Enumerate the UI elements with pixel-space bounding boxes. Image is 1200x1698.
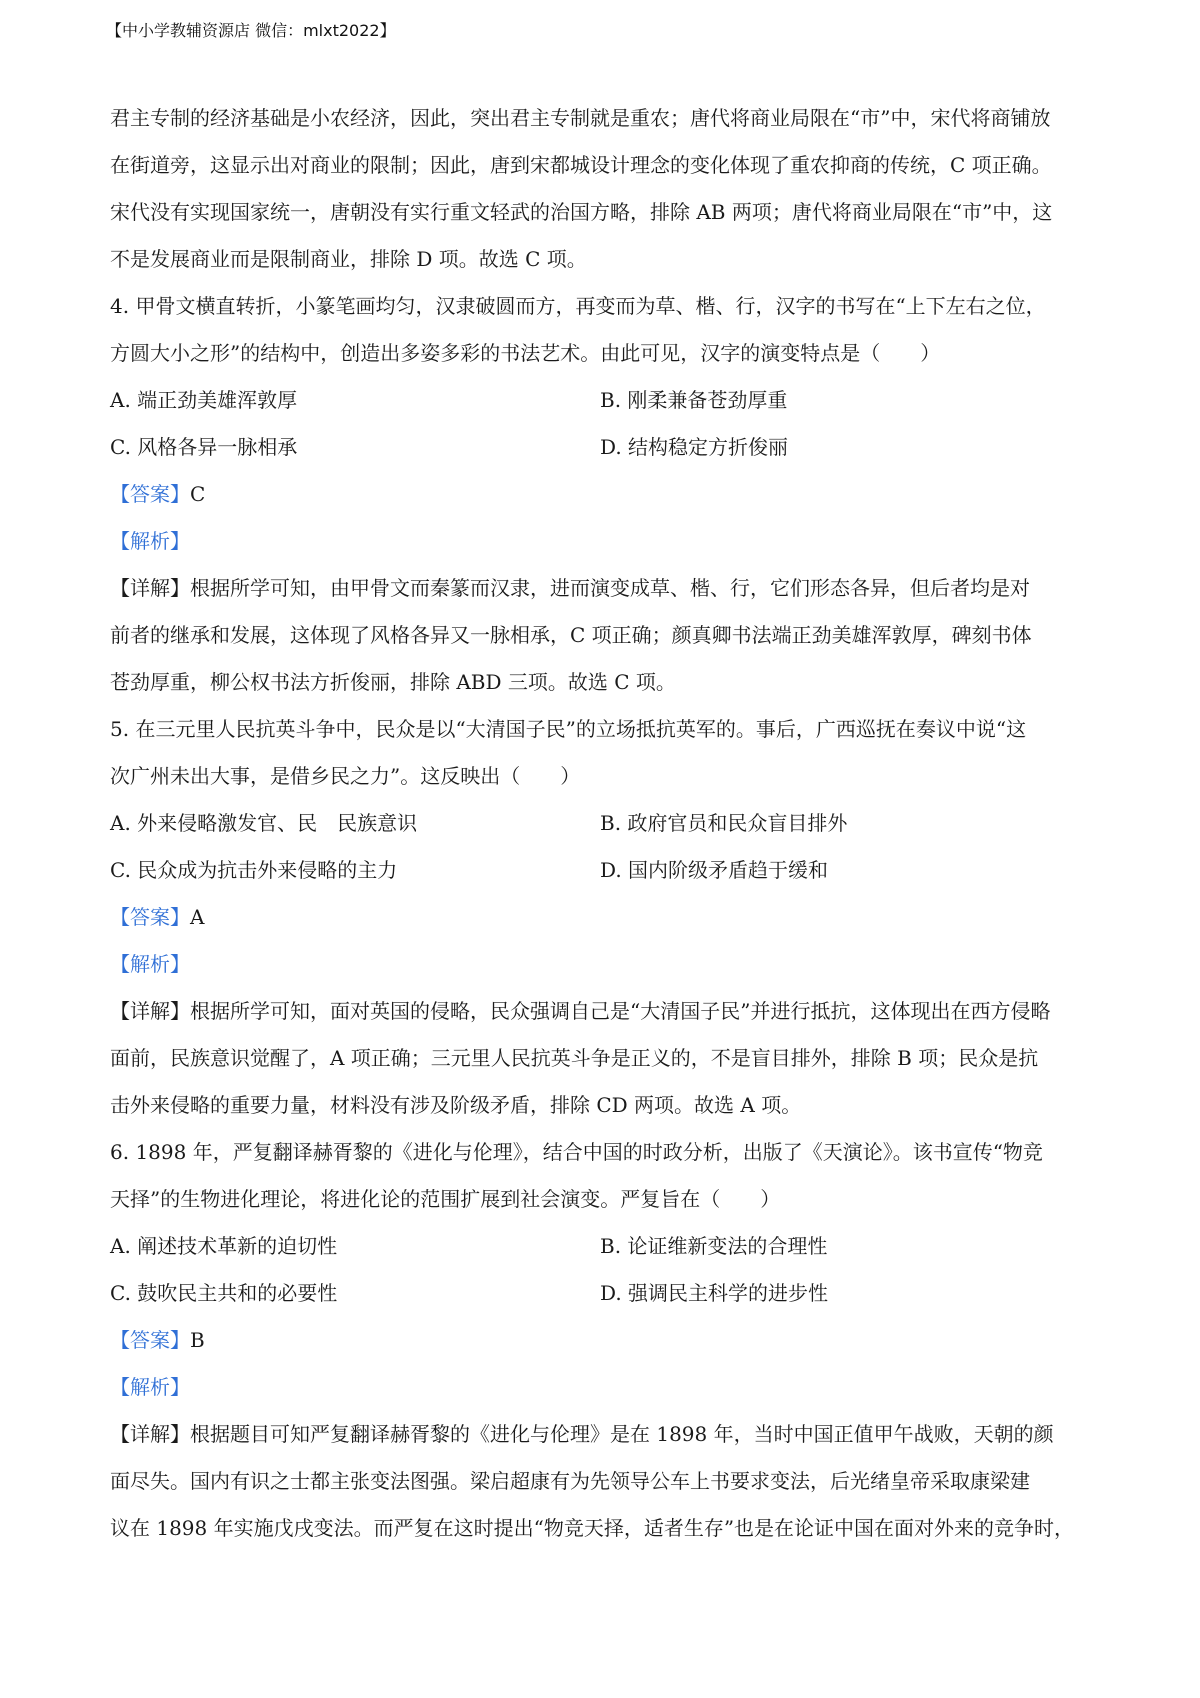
option-d: D. 结构稳定方折俊丽 (600, 435, 789, 459)
options-row (110, 1223, 1100, 1270)
option-d: D. 强调民主科学的进步性 (600, 1281, 829, 1305)
options-row (110, 800, 1100, 847)
option-d: D. 国内阶级矛盾趋于缓和 (600, 858, 829, 882)
detail-text: 根据题目可知严复翻译赫胥黎的《进化与伦理》是在 1898 年，当时中国正值甲午战败，天朝的颜 (190, 1422, 1054, 1446)
answer-line (110, 894, 1100, 941)
answer-label: 【答案】 (110, 905, 190, 929)
question-stem-line: 4. 甲骨文横直转折，小篆笔画均匀，汉隶破圆而方，再变而为草、楷、行，汉字的书写在“上下左右之位， (110, 294, 1046, 318)
question-stem-line: 方圆大小之形”的结构中，创造出多姿多彩的书法艺术。由此可见，汉字的演变特点是（ ） (110, 341, 941, 365)
detail-line (110, 1411, 1100, 1458)
option-b: B. 刚柔兼备苍劲厚重 (600, 388, 788, 412)
question-6 (110, 1129, 1100, 1552)
option-c: C. 风格各异一脉相承 (110, 435, 298, 459)
detail-line: 苍劲厚重，柳公权书法方折俊丽，排除 ABD 三项。故选 C 项。 (110, 670, 676, 694)
analysis-label: 【解析】 (110, 952, 190, 976)
option-a: A. 阐述技术革新的迫切性 (110, 1234, 338, 1258)
question-5 (110, 706, 1100, 1129)
analysis-line (110, 518, 1100, 565)
options-row (110, 1270, 1100, 1317)
detail-line: 前者的继承和发展，这体现了风格各异又一脉相承，C 项正确；颜真卿书法端正劲美雄浑敦厚，碑刻书体 (110, 623, 1032, 647)
option-b: B. 政府官员和民众盲目排外 (600, 811, 848, 835)
question-stem-line: 次广州未出大事，是借乡民之力”。这反映出（ ） (110, 764, 581, 788)
detail-line: 击外来侵略的重要力量，材料没有涉及阶级矛盾，排除 CD 两项。故选 A 项。 (110, 1093, 802, 1117)
answer-line (110, 471, 1100, 518)
option-c: C. 鼓吹民主共和的必要性 (110, 1281, 338, 1305)
detail-line (110, 565, 1100, 612)
answer-label: 【答案】 (110, 482, 190, 506)
option-a: A. 外来侵略激发官、民 民族意识 (110, 811, 418, 835)
analysis-label: 【解析】 (110, 1375, 190, 1399)
option-c: C. 民众成为抗击外来侵略的主力 (110, 858, 398, 882)
detail-text: 根据所学可知，由甲骨文而秦篆而汉隶，进而演变成草、楷、行，它们形态各异，但后者均是对 (190, 576, 1030, 600)
detail-text: 根据所学可知，面对英国的侵略，民众强调自己是“大清国子民”并进行抵抗，这体现出在西方侵略 (190, 999, 1051, 1023)
detail-line: 议在 1898 年实施戊戌变法。而严复在这时提出“物竞天择，适者生存”也是在论证中国在面对外来的竞争时， (110, 1516, 1075, 1540)
options-row (110, 847, 1100, 894)
option-a: A. 端正劲美雄浑敦厚 (110, 388, 298, 412)
options-row (110, 377, 1100, 424)
answer-label: 【答案】 (110, 1328, 190, 1352)
analysis-line (110, 1364, 1100, 1411)
option-b: B. 论证维新变法的合理性 (600, 1234, 828, 1258)
question-stem-line: 5. 在三元里人民抗英斗争中，民众是以“大清国子民”的立场抵抗英军的。事后，广西巡抚在奏议中说“这 (110, 717, 1027, 741)
detail-line: 面尽失。国内有识之士都主张变法图强。梁启超康有为先领导公车上书要求变法，后光绪皇帝采取康梁建 (110, 1469, 1030, 1493)
answer-value: B (190, 1328, 205, 1352)
analysis-line (110, 941, 1100, 988)
question-4 (110, 283, 1100, 706)
page-header: 【中小学教辅资源店 微信：mlxt2022】 (106, 21, 396, 40)
intro-paragraph (110, 95, 1100, 283)
document-body (110, 95, 1100, 1552)
text-line: 宋代没有实现国家统一，唐朝没有实行重文轻武的治国方略，排除 AB 两项；唐代将商业局限在“市”中，这 (110, 200, 1053, 224)
detail-line (110, 988, 1100, 1035)
question-stem-line: 天择”的生物进化理论，将进化论的范围扩展到社会演变。严复旨在（ ） (110, 1187, 781, 1211)
text-line: 不是发展商业而是限制商业，排除 D 项。故选 C 项。 (110, 247, 587, 271)
options-row (110, 424, 1100, 471)
analysis-label: 【解析】 (110, 529, 190, 553)
answer-value: C (190, 482, 206, 506)
answer-value: A (190, 905, 205, 929)
detail-label: 【详解】 (110, 1422, 190, 1446)
detail-label: 【详解】 (110, 999, 190, 1023)
text-line: 君主专制的经济基础是小农经济，因此，突出君主专制就是重农；唐代将商业局限在“市”中，宋代将商铺放 (110, 106, 1051, 130)
answer-line (110, 1317, 1100, 1364)
text-line: 在街道旁，这显示出对商业的限制；因此，唐到宋都城设计理念的变化体现了重农抑商的传统，C 项正确。 (110, 153, 1052, 177)
detail-label: 【详解】 (110, 576, 190, 600)
question-stem-line: 6. 1898 年，严复翻译赫胥黎的《进化与伦理》，结合中国的时政分析，出版了《天演论》。该书宣传“物竞 (110, 1140, 1043, 1164)
detail-line: 面前，民族意识觉醒了，A 项正确；三元里人民抗英斗争是正义的，不是盲目排外，排除 B 项；民众是抗 (110, 1046, 1039, 1070)
